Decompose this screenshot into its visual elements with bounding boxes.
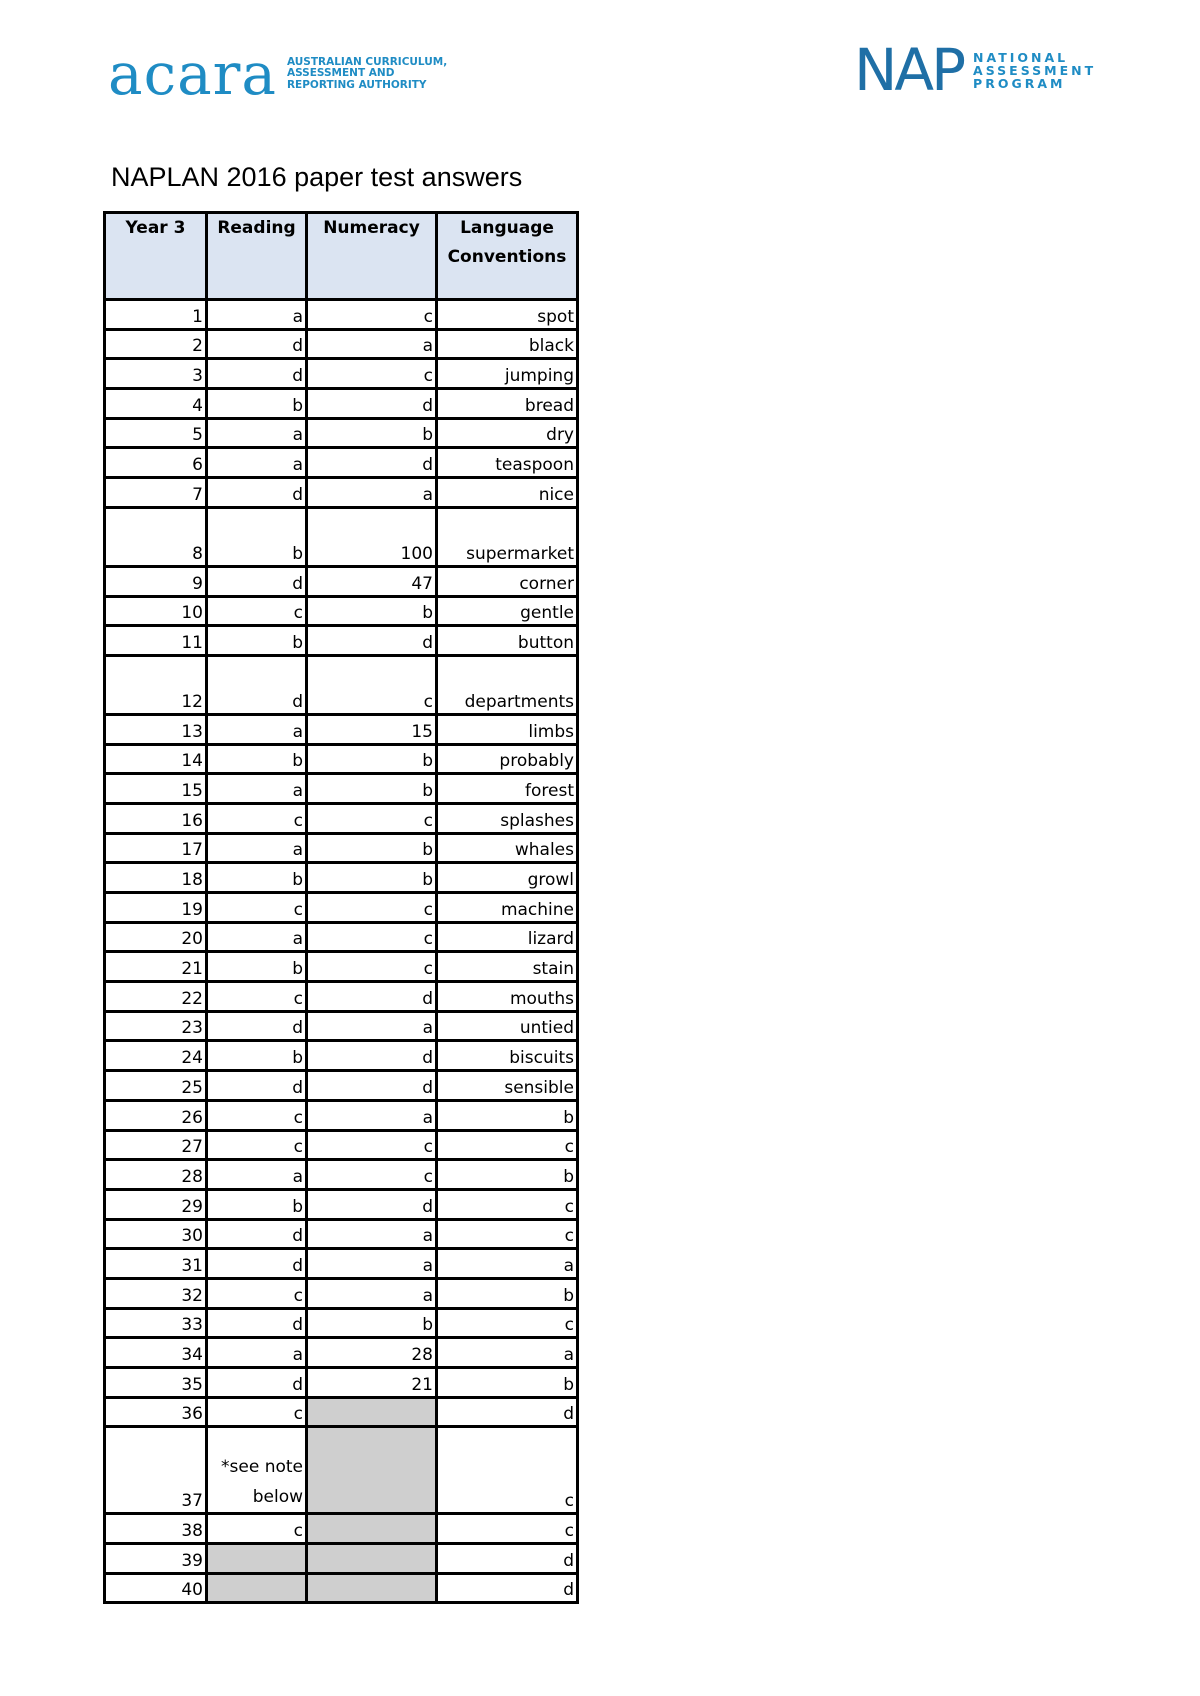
reading-answer: a (207, 1338, 307, 1368)
reading-answer: d (207, 1249, 307, 1279)
numeracy-answer: d (307, 982, 437, 1012)
table-row (105, 478, 578, 508)
question-number: 13 (105, 714, 207, 744)
language-answer: b (437, 1160, 578, 1190)
table-row (105, 300, 578, 330)
reading-answer: d (207, 1011, 307, 1041)
table-row (105, 952, 578, 982)
table-row (105, 1189, 578, 1219)
language-answer: sensible (437, 1071, 578, 1101)
question-number: 23 (105, 1011, 207, 1041)
table-row (105, 863, 578, 893)
reading-answer: c (207, 1514, 307, 1544)
numeracy-answer: d (307, 389, 437, 419)
table-row (105, 1130, 578, 1160)
table-row (105, 744, 578, 774)
reading-answer: c (207, 803, 307, 833)
language-answer: c (437, 1130, 578, 1160)
question-number: 26 (105, 1100, 207, 1130)
language-answer: teaspoon (437, 448, 578, 478)
question-number: 8 (105, 507, 207, 566)
question-number: 39 (105, 1544, 207, 1574)
question-number: 4 (105, 389, 207, 419)
reading-answer: c (207, 1278, 307, 1308)
table-row (105, 1071, 578, 1101)
reading-answer: d (207, 1308, 307, 1338)
numeracy-answer: c (307, 359, 437, 389)
language-answer: corner (437, 566, 578, 596)
question-number: 31 (105, 1249, 207, 1279)
table-row (105, 418, 578, 448)
numeracy-answer: a (307, 329, 437, 359)
reading-answer: a (207, 714, 307, 744)
header-year: Year 3 (105, 213, 207, 300)
numeracy-answer: c (307, 1160, 437, 1190)
language-answer: b (437, 1278, 578, 1308)
reading-answer: a (207, 1160, 307, 1190)
question-number: 40 (105, 1573, 207, 1603)
reading-answer: c (207, 893, 307, 923)
question-number: 27 (105, 1130, 207, 1160)
table-row (105, 982, 578, 1012)
reading-answer: a (207, 418, 307, 448)
question-number: 34 (105, 1338, 207, 1368)
reading-answer: a (207, 300, 307, 330)
language-answer: probably (437, 744, 578, 774)
reading-answer: b (207, 1041, 307, 1071)
reading-answer: b (207, 744, 307, 774)
language-answer: spot (437, 300, 578, 330)
language-answer: forest (437, 774, 578, 804)
table-row (105, 1160, 578, 1190)
numeracy-answer: c (307, 1130, 437, 1160)
question-number: 18 (105, 863, 207, 893)
language-answer: supermarket (437, 507, 578, 566)
table-row (105, 774, 578, 804)
numeracy-answer: b (307, 863, 437, 893)
numeracy-answer: c (307, 893, 437, 923)
table-row (105, 596, 578, 626)
table-row (105, 1573, 578, 1603)
language-answer: b (437, 1368, 578, 1398)
language-answer: limbs (437, 714, 578, 744)
language-answer: departments (437, 655, 578, 714)
table-row (105, 389, 578, 419)
table-row (105, 714, 578, 744)
question-number: 16 (105, 803, 207, 833)
language-answer: bread (437, 389, 578, 419)
numeracy-answer: b (307, 833, 437, 863)
reading-answer (207, 1544, 307, 1574)
table-row (105, 329, 578, 359)
numeracy-answer: a (307, 1249, 437, 1279)
question-number: 1 (105, 300, 207, 330)
reading-answer: c (207, 596, 307, 626)
numeracy-answer: 47 (307, 566, 437, 596)
numeracy-answer: b (307, 744, 437, 774)
question-number: 11 (105, 626, 207, 656)
page-title: NAPLAN 2016 paper test answers (111, 162, 523, 193)
language-answer: splashes (437, 803, 578, 833)
reading-answer: d (207, 478, 307, 508)
numeracy-answer: 28 (307, 1338, 437, 1368)
language-answer: d (437, 1573, 578, 1603)
table-row (105, 1278, 578, 1308)
table-row (105, 359, 578, 389)
table-row (105, 626, 578, 656)
table-row (105, 833, 578, 863)
acara-tagline (287, 57, 447, 92)
table-row (105, 1397, 578, 1427)
reading-answer (207, 1573, 307, 1603)
table-row (105, 1249, 578, 1279)
table-row (105, 655, 578, 714)
table-row (105, 566, 578, 596)
table-row (105, 803, 578, 833)
reading-answer: b (207, 626, 307, 656)
reading-answer: d (207, 1219, 307, 1249)
table-row (105, 893, 578, 923)
question-number: 32 (105, 1278, 207, 1308)
numeracy-answer: c (307, 655, 437, 714)
answers-table (103, 211, 579, 1604)
reading-answer: a (207, 448, 307, 478)
numeracy-answer: 21 (307, 1368, 437, 1398)
reading-answer: c (207, 1130, 307, 1160)
acara-logo (108, 40, 448, 108)
numeracy-answer: b (307, 1308, 437, 1338)
language-answer: stain (437, 952, 578, 982)
question-number: 38 (105, 1514, 207, 1544)
question-number: 3 (105, 359, 207, 389)
question-number: 30 (105, 1219, 207, 1249)
acara-wordmark: acara (108, 40, 277, 108)
numeracy-answer: b (307, 596, 437, 626)
nap-tagline-line: NATIONAL (973, 49, 1069, 65)
question-number: 10 (105, 596, 207, 626)
numeracy-answer: b (307, 418, 437, 448)
reading-answer: d (207, 1071, 307, 1101)
language-answer: a (437, 1338, 578, 1368)
question-number: 22 (105, 982, 207, 1012)
numeracy-answer (307, 1573, 437, 1603)
table-row (105, 1041, 578, 1071)
reading-answer: d (207, 329, 307, 359)
table-row (105, 1368, 578, 1398)
language-answer: c (437, 1514, 578, 1544)
table-row (105, 1514, 578, 1544)
language-answer: c (437, 1189, 578, 1219)
nap-tagline-line: ASSESSMENT (973, 62, 1097, 78)
question-number: 21 (105, 952, 207, 982)
reading-answer: *see note below (207, 1427, 307, 1514)
numeracy-answer: c (307, 803, 437, 833)
question-number: 19 (105, 893, 207, 923)
question-number: 20 (105, 922, 207, 952)
language-answer: d (437, 1397, 578, 1427)
language-answer: mouths (437, 982, 578, 1012)
reading-answer: d (207, 566, 307, 596)
language-answer: black (437, 329, 578, 359)
numeracy-answer: d (307, 448, 437, 478)
reading-answer: b (207, 389, 307, 419)
question-number: 35 (105, 1368, 207, 1398)
question-number: 7 (105, 478, 207, 508)
question-number: 25 (105, 1071, 207, 1101)
numeracy-answer: d (307, 1071, 437, 1101)
header-reading: Reading (207, 213, 307, 300)
nap-tagline (973, 51, 1096, 90)
language-answer: whales (437, 833, 578, 863)
language-answer: c (437, 1427, 578, 1514)
table-row (105, 1427, 578, 1514)
numeracy-answer: d (307, 1189, 437, 1219)
numeracy-answer (307, 1514, 437, 1544)
reading-answer: d (207, 655, 307, 714)
reading-answer: c (207, 982, 307, 1012)
question-number: 28 (105, 1160, 207, 1190)
table-row (105, 1100, 578, 1130)
table-row (105, 1011, 578, 1041)
reading-answer: b (207, 863, 307, 893)
reading-answer: c (207, 1100, 307, 1130)
numeracy-answer: 15 (307, 714, 437, 744)
header-numeracy: Numeracy (307, 213, 437, 300)
nap-tagline-line: PROGRAM (973, 75, 1066, 91)
question-number: 5 (105, 418, 207, 448)
language-answer: biscuits (437, 1041, 578, 1071)
numeracy-answer: a (307, 478, 437, 508)
numeracy-answer: c (307, 952, 437, 982)
question-number: 6 (105, 448, 207, 478)
reading-answer: d (207, 1368, 307, 1398)
acara-tagline-line: ASSESSMENT AND (286, 67, 395, 80)
numeracy-answer (307, 1544, 437, 1574)
question-number: 15 (105, 774, 207, 804)
reading-answer: a (207, 922, 307, 952)
nap-wordmark: NAP (854, 36, 964, 104)
numeracy-answer (307, 1397, 437, 1427)
reading-answer: c (207, 1397, 307, 1427)
numeracy-answer: a (307, 1278, 437, 1308)
question-number: 24 (105, 1041, 207, 1071)
reading-answer: b (207, 952, 307, 982)
table-body (105, 300, 578, 1603)
numeracy-answer: c (307, 922, 437, 952)
nap-logo (854, 36, 1097, 104)
question-number: 12 (105, 655, 207, 714)
numeracy-answer: c (307, 300, 437, 330)
numeracy-answer: b (307, 774, 437, 804)
language-answer: b (437, 1100, 578, 1130)
numeracy-answer: d (307, 626, 437, 656)
table-row (105, 507, 578, 566)
question-number: 14 (105, 744, 207, 774)
table-header-row (105, 213, 578, 300)
numeracy-answer (307, 1427, 437, 1514)
language-answer: lizard (437, 922, 578, 952)
language-answer: gentle (437, 596, 578, 626)
question-number: 33 (105, 1308, 207, 1338)
reading-answer: a (207, 774, 307, 804)
language-answer: jumping (437, 359, 578, 389)
acara-tagline-line: AUSTRALIAN CURRICULUM, (286, 55, 448, 68)
numeracy-answer: d (307, 1041, 437, 1071)
header-language-conventions: Language Conventions (437, 213, 578, 300)
table-row (105, 1219, 578, 1249)
numeracy-answer: a (307, 1219, 437, 1249)
table-row (105, 922, 578, 952)
question-number: 2 (105, 329, 207, 359)
language-answer: machine (437, 893, 578, 923)
question-number: 36 (105, 1397, 207, 1427)
reading-answer: b (207, 1189, 307, 1219)
question-number: 37 (105, 1427, 207, 1514)
language-answer: d (437, 1544, 578, 1574)
numeracy-answer: a (307, 1100, 437, 1130)
question-number: 17 (105, 833, 207, 863)
language-answer: button (437, 626, 578, 656)
acara-tagline-line: REPORTING AUTHORITY (286, 78, 427, 91)
language-answer: c (437, 1308, 578, 1338)
reading-answer: a (207, 833, 307, 863)
table-row (105, 1308, 578, 1338)
numeracy-answer: 100 (307, 507, 437, 566)
question-number: 9 (105, 566, 207, 596)
language-answer: a (437, 1249, 578, 1279)
language-answer: untied (437, 1011, 578, 1041)
question-number: 29 (105, 1189, 207, 1219)
table-row (105, 1338, 578, 1368)
table-row (105, 1544, 578, 1574)
language-answer: c (437, 1219, 578, 1249)
language-answer: growl (437, 863, 578, 893)
language-answer: dry (437, 418, 578, 448)
language-answer: nice (437, 478, 578, 508)
table-row (105, 448, 578, 478)
numeracy-answer: a (307, 1011, 437, 1041)
reading-answer: b (207, 507, 307, 566)
reading-answer: d (207, 359, 307, 389)
